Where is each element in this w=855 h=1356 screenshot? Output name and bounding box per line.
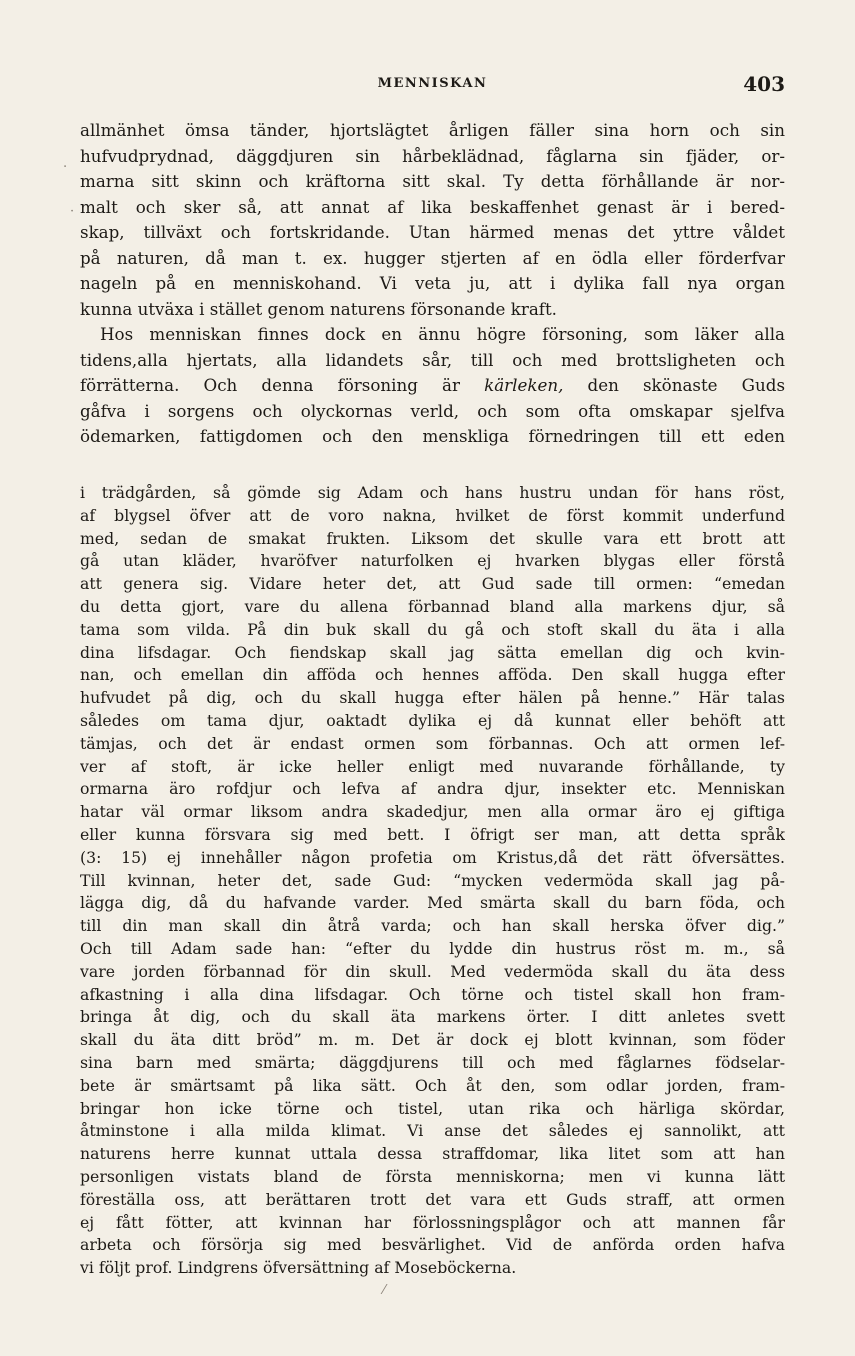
footnote-line: bringar hon icke törne och tistel, utan rika och härliga skördar, xyxy=(80,1098,785,1118)
page-number: 403 xyxy=(743,72,785,96)
footnote-line: vi följt prof. Lindgrens öfversättning af Moseböckerna. xyxy=(80,1258,517,1278)
text-line: malt och sker så, att annat af lika beskaffenhet genast är i bered- xyxy=(80,196,785,217)
footnote-line: nan, och emellan din afföda och hennes afföda. Den skall hugga efter xyxy=(80,665,785,685)
footnote-line: att genera sig. Vidare heter det, att Gud sade till ormen: “emedan xyxy=(80,574,785,594)
text-line: kunna utväxa i stället genom naturens försonande kraft. xyxy=(80,298,557,319)
footnote-line: af blygsel öfver att de voro nakna, hvilket de först kommit underfund xyxy=(80,505,785,525)
footnote-line: med, sedan de smakat frukten. Liksom det skulle vara ett brott att xyxy=(80,528,785,548)
text-line: allmänhet ömsa tänder, hjortslägtet årligen fäller sina horn och sin xyxy=(80,120,785,140)
footnote-line: gå utan kläder, hvaröfver naturfolken ej hvarken blygas eller förstå xyxy=(80,551,785,571)
footnote-line: bete är smärtsamt på lika sätt. Och åt den, som odlar jorden, fram- xyxy=(80,1075,785,1095)
footnote-line: skall du äta ditt bröd” m. m. Det är dock ej blott kvinnan, som föder xyxy=(80,1030,785,1050)
footnote-line: sina barn med smärta; däggdjurens till och med fåglarnes födselar- xyxy=(80,1052,785,1072)
footnote-line: ver af stoft, är icke heller enligt med nuvarande förhållande, ty xyxy=(80,756,785,776)
text-line-with-emphasis xyxy=(80,373,785,399)
text-segment: den skönaste Guds xyxy=(563,375,785,395)
footnote-divider xyxy=(80,466,785,467)
text-line: ödemarken, fattigdomen och den menskliga förnedringen till ett eden xyxy=(80,426,785,446)
footnote-line: i trädgården, så gömde sig Adam och hans hustru undan för hans röst, xyxy=(80,483,785,502)
footnote-line: Och till Adam sade han: “efter du lydde din hustrus röst m. m., så xyxy=(80,938,785,958)
footnote-line: hatar väl ormar liksom andra skadedjur, men alla ormar äro ej giftiga xyxy=(80,802,785,822)
running-title: MENNISKAN xyxy=(377,76,488,91)
footnote-line: tämjas, och det är endast ormen som förbannas. Och att ormen lef- xyxy=(80,733,785,753)
emphasis-word: kärleken, xyxy=(484,375,564,395)
footnote-line: lägga dig, då du hafvande varder. Med smärta skall du barn föda, och xyxy=(80,893,785,913)
text-line: tidens,alla hjertats, alla lidandets sår, till och med brottsligheten och xyxy=(80,349,785,370)
footnote-line: Till kvinnan, heter det, sade Gud: “mycken vedermöda skall jag på- xyxy=(80,870,785,890)
footnote xyxy=(80,482,785,1280)
footnote-line: dina lifsdagar. Och fiendskap skall jag sätta emellan dig och kvin- xyxy=(80,642,785,662)
footnote-line: arbeta och försörja sig med besvärlighet. Vid de anförda orden hafva xyxy=(80,1235,785,1255)
stray-mark: ⁄ xyxy=(383,1283,386,1298)
footnote-line: ej fått fötter, att kvinnan har förlossningsplågor och att mannen får xyxy=(80,1212,785,1232)
footnote-line: personligen vistats bland de första menniskorna; men vi kunna lätt xyxy=(80,1166,785,1186)
text-line: Hos menniskan finnes dock en ännu högre försoning, som läker alla xyxy=(100,324,785,344)
footnote-line: tama som vilda. På din buk skall du gå och stoft skall du äta i alla xyxy=(80,619,785,639)
footnote-line: eller kunna försvara sig med bett. I öfrigt ser man, att detta språk xyxy=(80,824,785,844)
footnote-line: (3: 15) ej innehåller någon profetia om Kristus,då det rätt öfversättes. xyxy=(80,847,785,867)
running-head xyxy=(80,72,785,98)
footnote-line: föreställa oss, att berättaren trott det vara ett Guds straff, att ormen xyxy=(80,1189,785,1209)
margin-mark: . xyxy=(63,156,68,171)
footnote-line: du detta gjort, vare du allena förbannad bland alla markens djur, så xyxy=(80,596,785,616)
footnote-line: ormarna äro rofdjur och lefva af andra djur, insekter etc. Menniskan xyxy=(80,779,785,799)
footnote-line: åtminstone i alla milda klimat. Vi anse det således ej sannolikt, att xyxy=(80,1121,785,1141)
text-line: på naturen, då man t. ex. hugger stjerten af en ödla eller förderfvar xyxy=(80,247,785,268)
text-line: nageln på en menniskohand. Vi veta ju, att i dylika fall nya organ xyxy=(80,273,785,293)
footnote-line: hufvudet på dig, och du skall hugga efter hälen på henne.” Här talas xyxy=(80,688,785,708)
footnote-line: till din man skall din åtrå varda; och han skall herska öfver dig.” xyxy=(80,916,785,936)
text-line: skap, tillväxt och fortskridande. Utan härmed menas det yttre våldet xyxy=(80,222,785,242)
text-segment: förrätterna. Och denna försoning är xyxy=(80,375,460,395)
text-line: hufvudprydnad, däggdjuren sin hårbeklädnad, fåglarna sin fjäder, or- xyxy=(80,145,785,166)
footnote-line: vare jorden förbannad för din skull. Med vedermöda skall du äta dess xyxy=(80,961,785,981)
margin-mark: · xyxy=(70,204,75,219)
footnote-line: således om tama djur, oaktadt dylika ej då kunnat eller behöft att xyxy=(80,710,785,730)
text-line: gåfva i sorgens och olyckornas verld, och som ofta omskapar sjelfva xyxy=(80,400,785,421)
main-text xyxy=(80,118,785,450)
footnote-line: naturens herre kunnat uttala dessa straffdomar, lika litet som att han xyxy=(80,1144,785,1164)
footnote-line: bringa åt dig, och du skall äta markens örter. I ditt anletes svett xyxy=(80,1007,785,1027)
text-line: marna sitt skinn och kräftorna sitt skal. Ty detta förhållande är nor- xyxy=(80,171,785,191)
footnote-line: afkastning i alla dina lifsdagar. Och törne och tistel skall hon fram- xyxy=(80,984,785,1004)
